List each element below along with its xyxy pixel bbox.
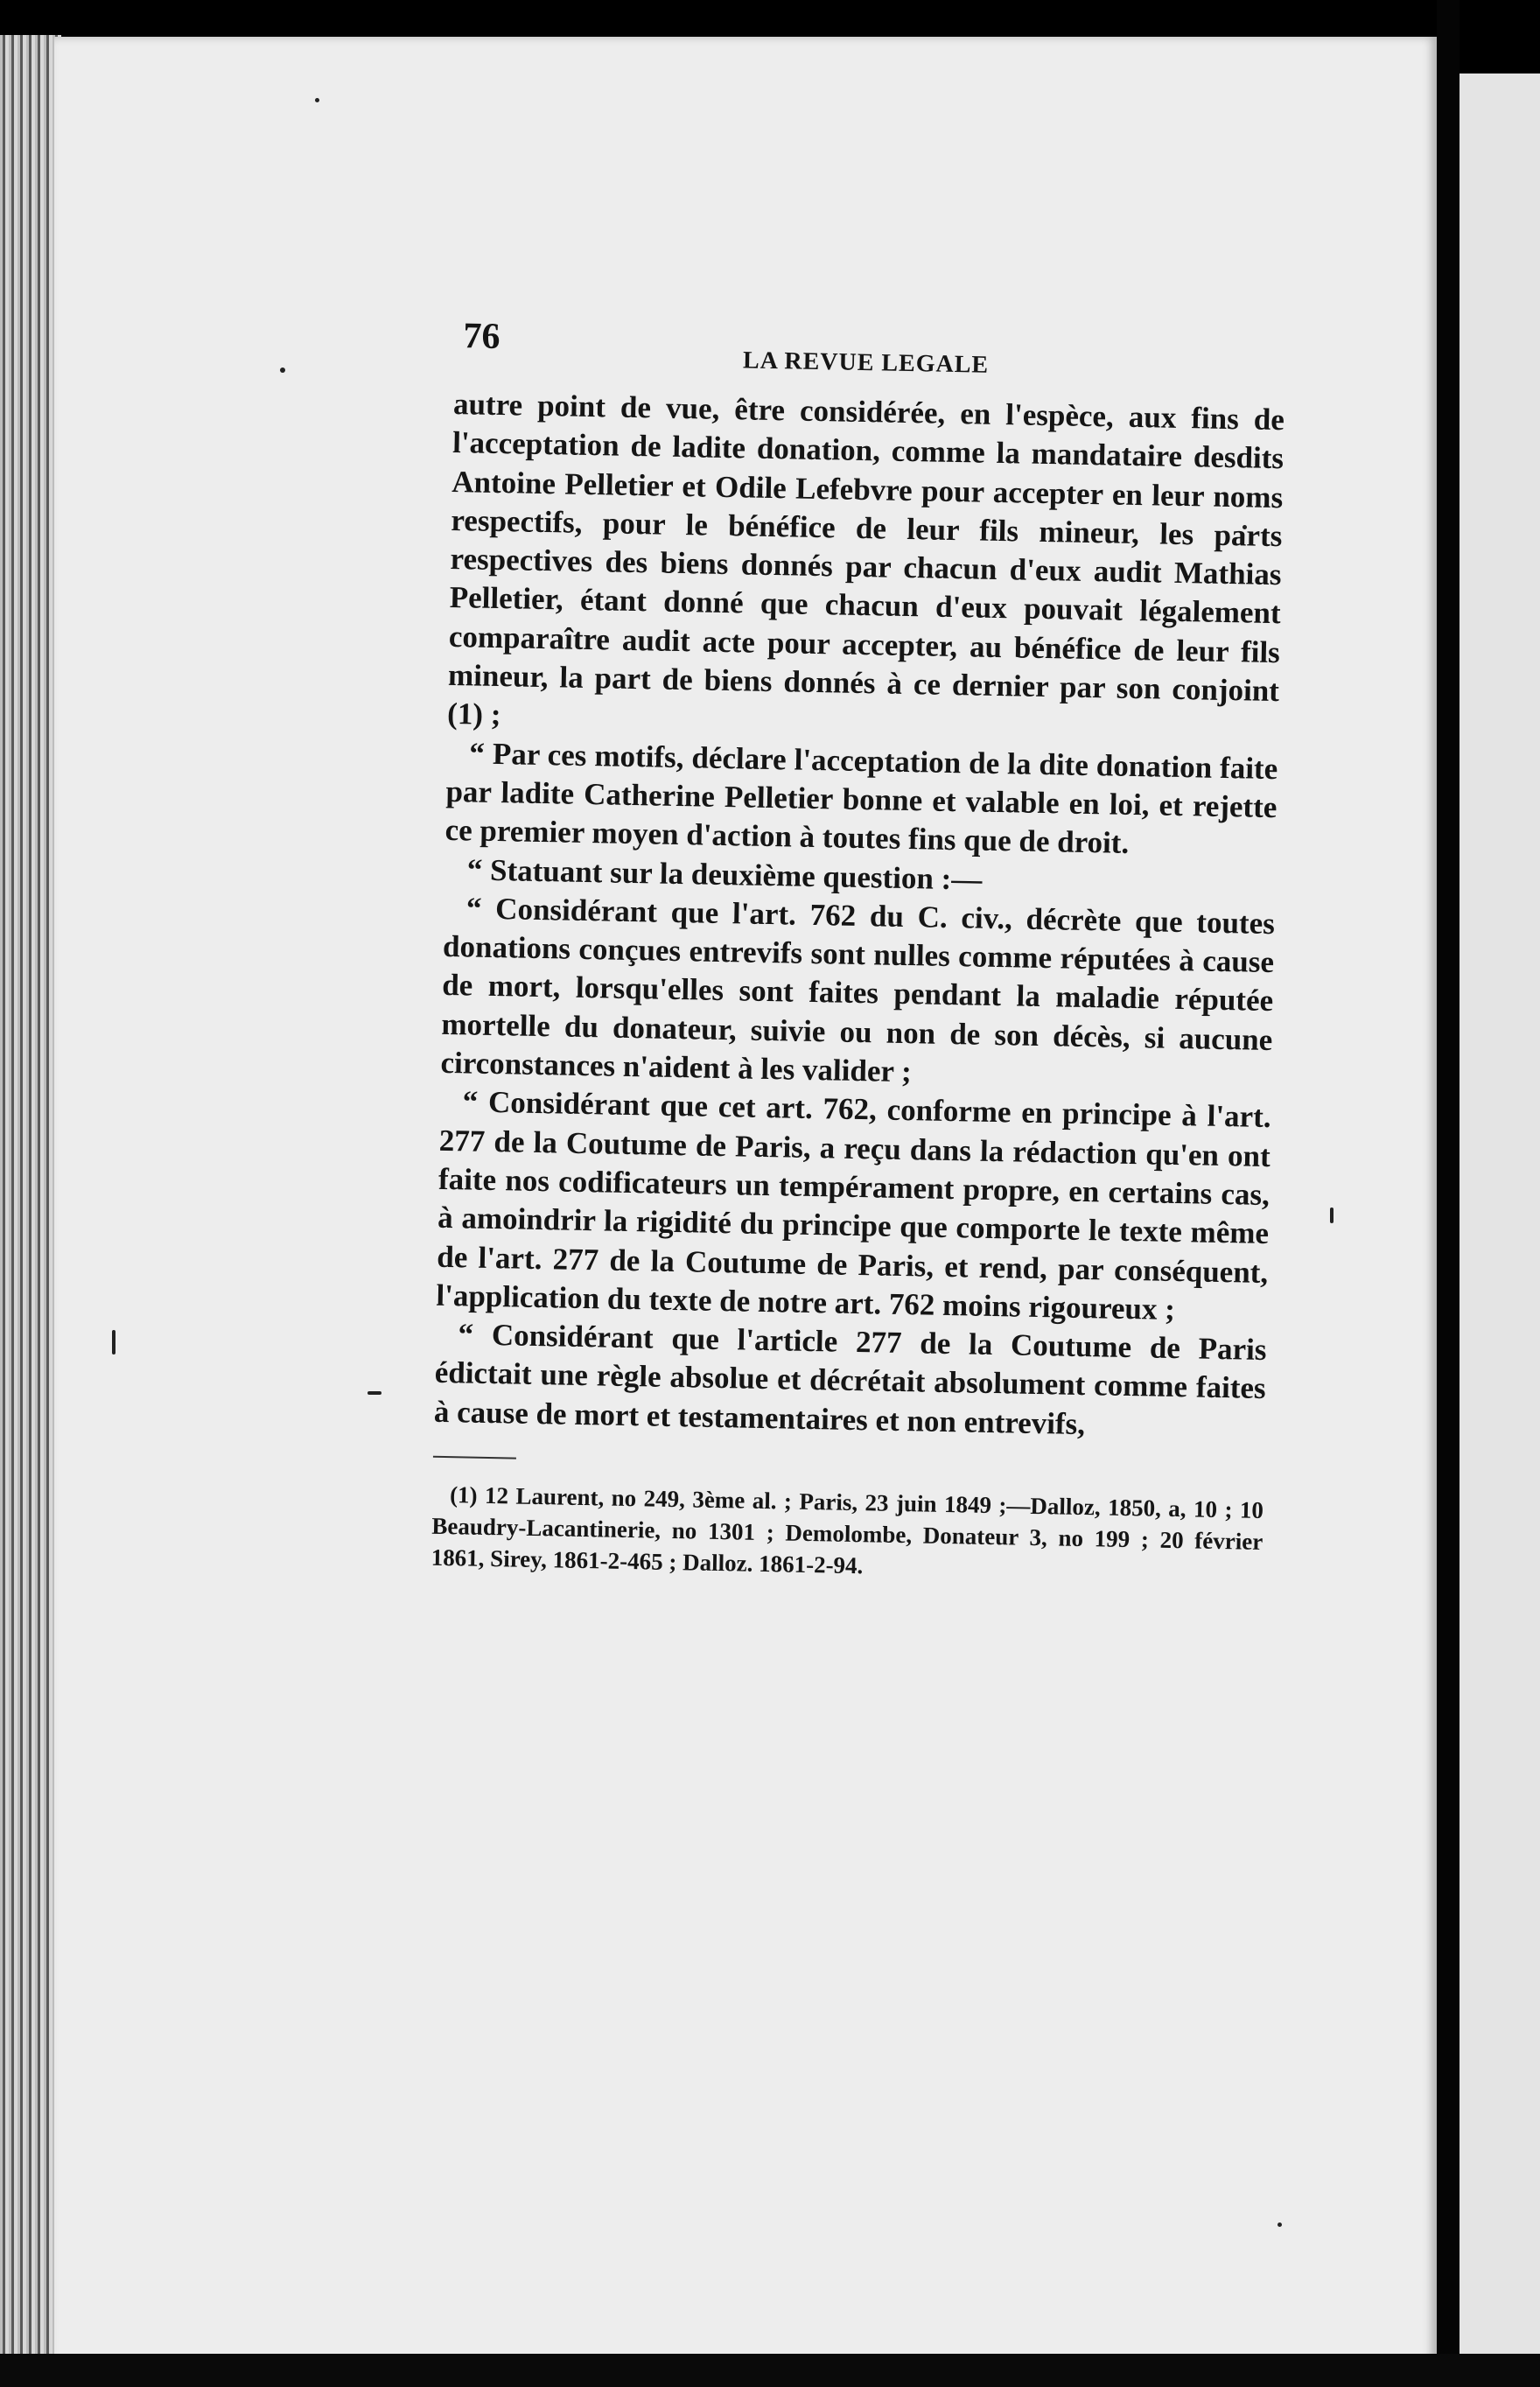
paragraph: “ Statuant sur la deuxième question :—	[466, 851, 983, 897]
page-number: 76	[463, 316, 500, 357]
paragraph: “ Considérant que l'art. 762 du C. civ., décrète que toutes donations conçues entrevifs sont nulles comme réputées à cause de mort, lorsqu'elles sont faites pendant la maladie réputée mortelle du donateur, suivie ou non de son décès, si aucune circonstances n'aident à les valider ;	[440, 891, 1276, 1089]
paragraph: “ Par ces motifs, déclare l'acceptation de la dite donation faite par ladite Catherine Pelletier bonne et valable en loi, et rejette ce premier moyen d'action à toutes fins que de droit.	[444, 736, 1278, 861]
body-text	[434, 385, 1285, 1447]
page-gutter	[1437, 0, 1460, 2387]
facing-page-edge	[1460, 74, 1540, 2366]
footnote: (1) 12 Laurent, no 249, 3ème al. ; Paris, 23 juin 1849 ;—Dalloz, 1850, a, 10 ; 10 Beaudry-Lacantinerie, no 1301 ; Demolombe, Donateur 3, no 199 ; 20 février 1861, Sirey, 1861-2-465 ; Dalloz. 1861-2-94.	[430, 1481, 1264, 1579]
bound-page-edges	[0, 35, 61, 2362]
footnote-separator	[433, 1456, 516, 1460]
paragraph: “ Considérant que l'article 277 de la Coutume de Paris édictait une règle absolue et décrétait absolument comme faites à cause de mort et testamentaires et non entrevifs,	[433, 1317, 1267, 1441]
scan-bottom-border	[0, 2354, 1540, 2387]
page-content	[430, 315, 1285, 1589]
paragraph: autre point de vue, être considérée, en l'espèce, aux fins de l'acceptation de ladite donation, comme la mandataire desdits Antoine Pelletier et Odile Lefebvre pour accepter en leur noms respectifs, pour le bénéfice de leur fils mineur, les parts respectives des biens donnés par chacun d'eux audit Mathias Pelletier, étant donné que chacun d'eux pouvait légalement comparaître audit acte pour accepter, au bénéfice de leur fils mineur, la part de biens donnés à ce dernier par son conjoint (1) ;	[446, 386, 1285, 732]
journal-title: LA REVUE LEGALE	[742, 346, 990, 379]
paragraph: “ Considérant que cet art. 762, conforme en principe à l'art. 277 de la Coutume de Paris, a reçu dans la rédaction qu'en ont faite nos codificateurs un tempérament propre, en certains cas, à amoindrir la rigidité du principe que comporte le texte même de l'art. 277 de la Coutume de Paris, et rend, par conséquent, l'application du texte de notre art. 762 moins rigoureux ;	[436, 1084, 1271, 1326]
